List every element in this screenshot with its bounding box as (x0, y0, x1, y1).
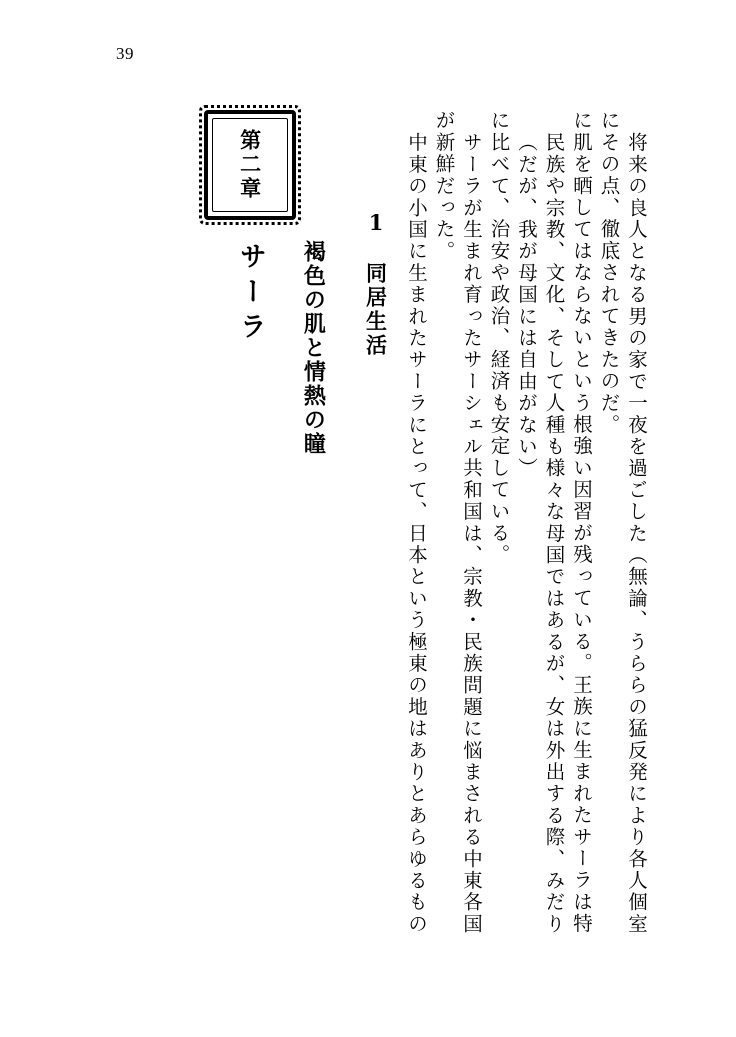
text-line: 将来の良人となる男の家で一夜を過ごした（無論、うららの猛反発により各人個室 (625, 132, 648, 935)
text-line: （だが、我が母国には自由がない） (515, 132, 538, 480)
vertical-text-area (184, 110, 646, 990)
body-text-columns (399, 110, 647, 1002)
chapter-title: サーラ (234, 242, 266, 347)
text-line: に比べて、治安や政治、経済も安定している。 (487, 110, 511, 566)
chapter-heading-block (196, 110, 325, 456)
text-line: にその点、徹底されてきたのだ。 (597, 110, 621, 436)
text-line: に肌を晒してはならないという根強い因習が残っている。王族に生まれたサーラは特 (570, 110, 593, 935)
text-line: 中東の小国に生まれたサーラにとって、日本という極東の地はありとあらゆるもの (405, 132, 428, 935)
chapter-label-group (202, 110, 298, 347)
chapter-stamp-frame (204, 110, 296, 220)
page-number: 39 (116, 44, 134, 63)
chapter-subtitle: 褐色の肌と情熱の瞳 (300, 240, 327, 456)
text-line: が新鮮だった。 (432, 110, 456, 262)
chapter-stamp-label: 第二章 (237, 129, 263, 201)
section-heading: 1 同居生活 (363, 210, 389, 358)
text-line: 民族や宗教、文化、そして人種も様々な母国ではあるが、女は外出する際、みだり (542, 132, 566, 935)
text-line: サーラが生まれ育ったサーシェル共和国は、宗教・民族問題に悩まされる中東各国 (460, 132, 483, 935)
